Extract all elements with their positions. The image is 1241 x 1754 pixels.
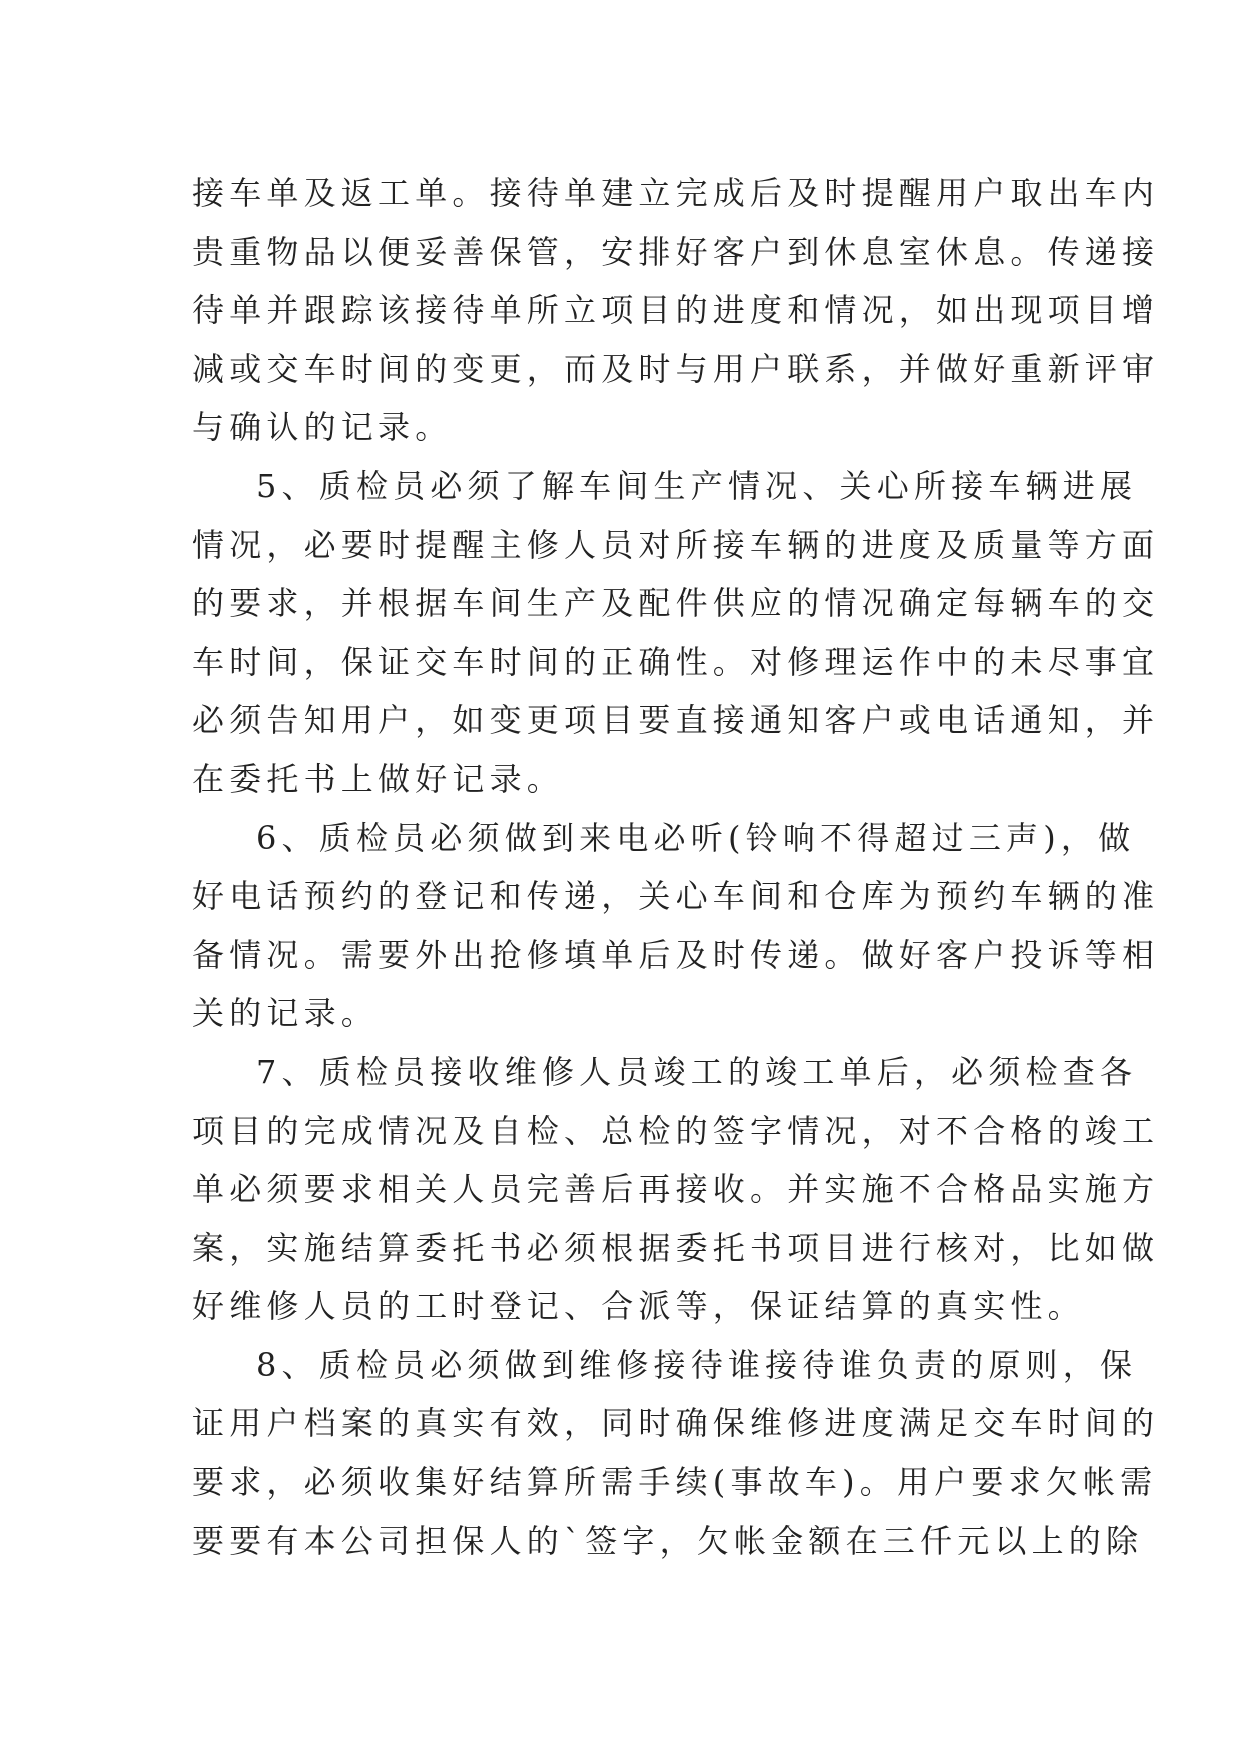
text-line: 好电话预约的登记和传递，关心车间和仓库为预约车辆的准 (192, 877, 1160, 916)
text-line: 贵重物品以便妥善保管，安排好客户到休息室休息。传递接 (192, 232, 1160, 271)
text-line: 与确认的记录。 (192, 408, 453, 447)
text-line: 案，实施结算委托书必须根据委托书项目进行核对，比如做 (192, 1228, 1160, 1267)
text-line: 证用户档案的真实有效，同时确保维修进度满足交车时间的 (192, 1404, 1160, 1443)
text-line: 必须告知用户，如变更项目要直接通知客户或电话通知，并 (192, 701, 1160, 740)
text-line: 要求，必须收集好结算所需手续(事故车)。用户要求欠帐需 (192, 1463, 1158, 1502)
text-line: 关的记录。 (192, 994, 379, 1033)
text-line: 情况，必要时提醒主修人员对所接车辆的进度及质量等方面 (192, 525, 1160, 564)
text-line: 备情况。需要外出抢修填单后及时传递。做好客户投诉等相 (192, 935, 1160, 974)
text-line: 5、质检员必须了解车间生产情况、关心所接车辆进展 (256, 466, 1138, 505)
paragraph-item-5 (192, 457, 1160, 809)
text-line: 7、质检员接收维修人员竣工的竣工单后，必须检查各 (256, 1052, 1138, 1091)
text-line: 待单并跟踪该接待单所立项目的进度和情况，如出现项目增 (192, 291, 1160, 330)
text-line: 车时间，保证交车时间的正确性。对修理运作中的未尽事宜 (192, 642, 1160, 681)
text-line: 要要有本公司担保人的`签字，欠帐金额在三仟元以上的除 (192, 1521, 1144, 1560)
text-line: 减或交车时间的变更，而及时与用户联系，并做好重新评审 (192, 349, 1160, 388)
paragraph-item-7 (192, 1043, 1160, 1336)
paragraph-item-6 (192, 809, 1160, 1043)
text-line: 6、质检员必须做到来电必听(铃响不得超过三声)，做 (256, 818, 1136, 857)
text-line: 好维修人员的工时登记、合派等，保证结算的真实性。 (192, 1287, 1085, 1326)
text-line: 单必须要求相关人员完善后再接收。并实施不合格品实施方 (192, 1170, 1160, 1209)
text-line: 在委托书上做好记录。 (192, 759, 565, 798)
paragraph-item-8 (192, 1336, 1160, 1570)
text-line: 接车单及返工单。接待单建立完成后及时提醒用户取出车内 (192, 174, 1160, 212)
text-line: 项目的完成情况及自检、总检的签字情况，对不合格的竣工 (192, 1111, 1160, 1150)
paragraph (192, 164, 1160, 457)
text-line: 8、质检员必须做到维修接待谁接待谁负责的原则，保 (256, 1345, 1138, 1384)
body-text (192, 164, 1160, 1570)
text-line: 的要求，并根据车间生产及配件供应的情况确定每辆车的交 (192, 584, 1160, 623)
